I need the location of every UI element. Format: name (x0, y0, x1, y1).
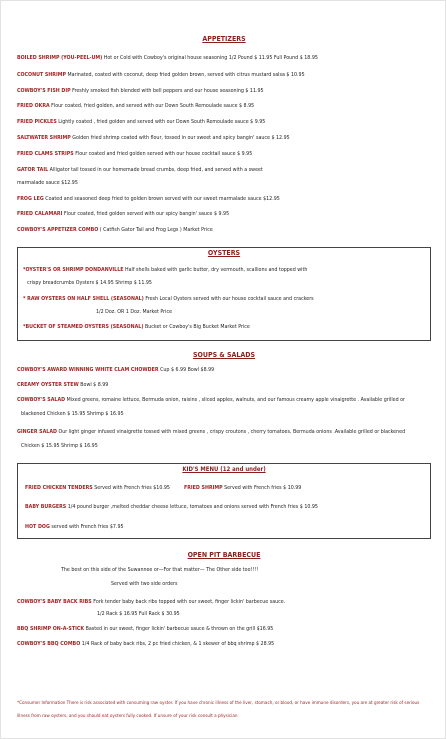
menu-item-description: Golden fried shrimp coated with flour, tossed in our sweet and spicy bangin' sauce $ 12.95 (70, 135, 290, 141)
kids-title: KID'S MENU (12 and under) (182, 466, 266, 473)
menu-item-description: Served with French fries $ 10.99 (222, 485, 302, 491)
menu-item (23, 267, 307, 274)
menu-item (17, 180, 78, 187)
menu-item-name: FRIED OKRA (17, 103, 50, 109)
menu-item-name: FRIED CALAMARI (17, 211, 63, 217)
menu-item-description: Freshly smoked fish blended with bell peppers and our house seasoning $ 11.95 (70, 88, 264, 94)
menu-item-description: Chicken $ 15.95 Shrimp $ 16.95 (21, 443, 98, 449)
menu-item-description: crispy breadcrumbs Oysters $ 14.95 Shrimp $ 11.95 (27, 280, 152, 286)
menu-item-name: HOT DOG (25, 524, 50, 530)
menu-item-name: FRIED SHRIMP (183, 485, 223, 491)
menu-item-name: BABY BURGERS (25, 504, 67, 510)
menu-item (23, 324, 250, 331)
menu-item-name: *OYSTER'S OR SHRIMP DONDANVILLE (23, 267, 124, 273)
menu-item-name: GINGER SALAD (17, 429, 57, 435)
menu-item-description: 1/4 Rack of baby back ribs, 2 pc fried chicken, & 1 skewer of bbq shrimp $ 28.95 (80, 641, 275, 647)
menu-item-description: blackened Chicken $ 15.95 Shrimp $ 16.95 (21, 411, 124, 417)
menu-item (17, 55, 318, 62)
menu-item (17, 72, 305, 79)
menu-item (25, 524, 124, 531)
menu-item (25, 485, 301, 492)
menu-item-name: COWBOY'S AWARD WINNING WHITE CLAM CHOWDER (17, 367, 159, 373)
menu-item (17, 88, 264, 95)
menu-item-description: 1/2 Doz. OR 1 Doz. Market Price (96, 309, 173, 315)
menu-item-description: Flour coated, fried golden, and served with our Down South Remoulade sauce $ 8.95 (49, 103, 255, 109)
menu-item (27, 280, 152, 287)
menu-item-description: Fork tender baby back ribs topped with our sweet, finger lickin' barbecue sauce. (91, 599, 286, 605)
menu-item-description: Fresh Local Oysters served with our house cocktail sauce and crackers (143, 296, 314, 302)
menu-item-name: GATOR TAIL (17, 167, 49, 173)
menu-item-name: COWBOY'S BABY BACK RIBS (17, 599, 92, 605)
bbq-intro: The best on this side of the Suwannee or—For that matter— The Other side too!!!! (61, 567, 259, 573)
menu-item (17, 196, 280, 203)
menu-item-name: FRIED CLAMS STRIPS (17, 151, 74, 157)
menu-item-name: FRIED CHICKEN TENDERS (25, 485, 93, 491)
menu-item (17, 397, 405, 404)
menu-item-name: FROG LEG (17, 196, 44, 202)
menu-item-description: Half shells baked with garlic butter, dry vermouth, scallions and topped with (123, 267, 308, 273)
menu-item-description: Our light ginger infused vinaigrette tossed with mixed greens , crispy croutons , cherry tomatoes, Bermuda onions .Available grilled or blackened (56, 429, 406, 435)
menu-item (17, 135, 290, 142)
menu-item (97, 611, 180, 618)
menu-item-name: COWBOY'S BBQ COMBO (17, 641, 81, 647)
menu-item-description: marmalade sauce $12.95 (17, 180, 78, 186)
oysters-title: OYSTERS (207, 249, 241, 257)
menu-item (23, 296, 314, 303)
bbq-sides-note: Served with two side orders (111, 581, 178, 587)
menu-item-name: * RAW OYSTERS ON HALF SHELL (SEASONAL) (23, 296, 144, 302)
menu-item-description: Hot or Cold with Cowboy's original house seasoning 1/2 Pound $ 11.95 Full Pound $ 18.95 (102, 55, 318, 61)
menu-item-name: BBQ SHRIMP ON-A-STICK (17, 626, 85, 632)
menu-item (17, 227, 213, 234)
menu-item (17, 151, 252, 158)
menu-item (17, 641, 274, 648)
menu-item-name: COWBOY'S SALAD (17, 397, 66, 403)
menu-item-name: COCONUT SHRIMP (17, 72, 66, 78)
menu-item (17, 211, 229, 218)
menu-item-description: Bucket or Cowboy's Big Bucket Market Price (143, 324, 250, 330)
menu-item-description: Cup $ 6.99 Bowl $8.99 (158, 367, 215, 373)
menu-item-name: *BUCKET OF STEAMED OYSTERS (SEASONAL) (23, 324, 144, 330)
menu-item-name: BOILED SHRIMP (YOU-PEEL-UM) (17, 55, 103, 61)
menu-item-description: Bowl $ 8.99 (78, 382, 109, 388)
menu-item-description: ( Catfish Gator Tail and Frog Legs ) Market Price (98, 227, 213, 233)
appetizers-title: APPETIZERS (202, 35, 246, 43)
menu-item-description: 1/4 pound burger ,melted cheddar cheese lettuce, tomatoes and onions served with French fries $ 10.95 (66, 504, 318, 510)
menu-item-description: Basted in our sweet, finger lickin' barbecue sauce & thrown on the grill $16.95 (84, 626, 274, 632)
menu-item-name: COWBOY'S APPETIZER COMBO (17, 227, 99, 233)
menu-item (17, 599, 285, 606)
menu-item-description: Marinated, coated with coconut, deep fried golden brown, served with citrus mustard salsa $ 10.95 (65, 72, 305, 78)
soups-title: SOUPS & SALADS (192, 351, 256, 359)
menu-item (17, 103, 254, 110)
menu-item-description: Served with French fries $10.95 (92, 485, 170, 491)
menu-item-description: Flour coated, fried golden served with our spicy bangin' sauce $ 9.95 (62, 211, 230, 217)
menu-item-name: CREAMY OYSTER STEW (17, 382, 79, 388)
menu-item-description: Mixed greens, romaine lettuce, Bermuda onion, raisins , sliced apples, walnuts, and our famous creamy apple vinaigrette . Available grilled or (65, 397, 405, 403)
footnote-line-2: illness from raw oysters, and you should eat oysters fully cooked. If unsure of your risk consult a physician (17, 714, 238, 719)
menu-item (17, 626, 273, 633)
menu-item (17, 167, 263, 174)
menu-item-description: Flour coated and fried golden served with our house cocktail sauce $ 9.95 (73, 151, 253, 157)
menu-item (17, 429, 405, 436)
menu-item (25, 504, 318, 511)
footnote-line-1: *Consumer Information There is risk associated with consuming raw oyster. If you have chronic illness of the liver, stomach, or blood, or have immune disorders, you are at greater risk of serious (17, 701, 420, 706)
menu-item-name: COWBOY'S FISH DIP (17, 88, 71, 94)
menu-item (21, 443, 98, 450)
menu-item-description: Lightly coated , fried golden and served with our Down South Remoulade sauce $ 9.95 (56, 119, 266, 125)
menu-item-name: FRIED PICKLES (17, 119, 57, 125)
menu-item-description: Coated and seasoned deep fried to golden brown served with our sweet marmalade sauce $12.95 (43, 196, 280, 202)
menu-item (96, 309, 172, 316)
menu-item (21, 411, 124, 418)
menu-item (17, 119, 265, 126)
menu-item (17, 367, 214, 374)
menu-item-description: served with French fries $7.95 (49, 524, 124, 530)
menu-item-description: Alligator tail tossed in our homemade bread crumbs, deep fried, and served with a sweet (48, 167, 263, 173)
menu-item (17, 382, 108, 389)
bbq-title: OPEN PIT BARBECUE (187, 551, 261, 559)
menu-item-description: 1/2 Rack $ 16.95 Full Rack $ 30.95 (97, 611, 180, 617)
menu-item-name: SALTWATER SHRIMP (17, 135, 71, 141)
